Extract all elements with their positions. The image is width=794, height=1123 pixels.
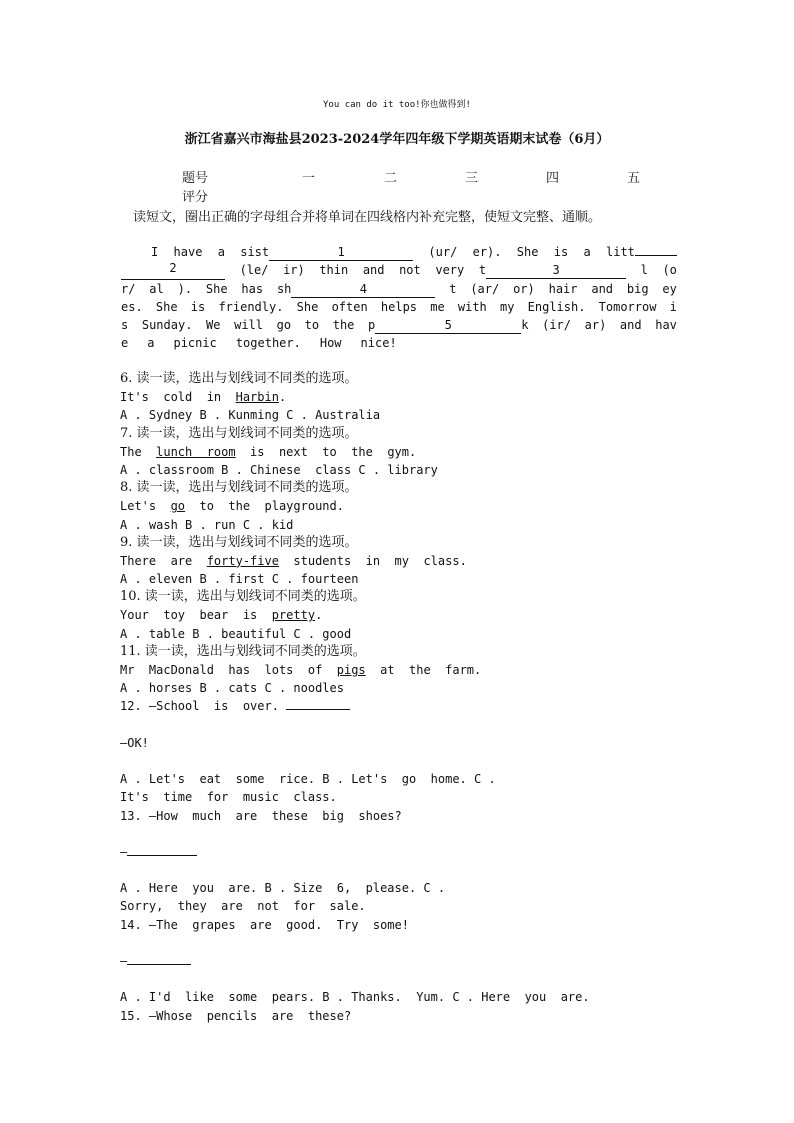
score-table-section-2: 二	[384, 171, 398, 186]
question-14-options[interactable]: A . I'd like some pears. B . Thanks. Yum. C . Here you are.	[120, 990, 590, 1005]
score-table-section-3: 三	[465, 171, 479, 186]
answer-blank[interactable]	[286, 697, 350, 710]
passage-line: r/ al ). She has sh 4 t (ar/ or) hair and big ey	[121, 281, 677, 296]
section-instruction: 读短文，圈出正确的字母组合并将单词在四线格内补充完整，使短文完整、通顺。	[133, 210, 602, 225]
underlined-word: Harbin	[235, 390, 279, 405]
question-8-options[interactable]: A . wash B . run C . kid	[120, 517, 294, 532]
question-9-options[interactable]: A . eleven B . first C . fourteen	[120, 572, 359, 587]
passage-line: e a picnic together. How nice!	[121, 336, 397, 351]
score-table-section-5: 五	[627, 171, 641, 186]
question-14-reply: —	[120, 952, 680, 970]
question-9-sentence: There are forty-five students in my class.	[120, 553, 467, 568]
question-14-line: 14. —The grapes are good. Try some!	[120, 917, 409, 932]
question-10-prompt: 10. 读一读，选出与划线词不同类的选项。	[120, 589, 366, 605]
question-11-options[interactable]: A . horses B . cats C . noodles	[120, 681, 344, 696]
question-8-sentence: Let's go to the playground.	[120, 499, 344, 514]
question-13-reply: —	[120, 843, 680, 861]
underlined-word: pretty	[271, 608, 316, 623]
underlined-word: lunch room	[156, 444, 236, 459]
blank-1[interactable]: 1	[269, 245, 413, 261]
score-table-label-number: 题号	[182, 171, 209, 186]
score-table-section-4: 四	[546, 171, 560, 186]
passage-line: s Sunday. We will go to the p 5 k (ir/ ar) and hav	[121, 318, 677, 333]
question-12-reply: —OK!	[120, 735, 149, 750]
page-title: 浙江省嘉兴市海盐县2023-2024学年四年级下学期英语期末试卷（6月）	[184, 132, 610, 147]
question-13-line: 13. —How much are these big shoes?	[120, 808, 402, 823]
question-6-sentence: It's cold in Harbin.	[120, 390, 287, 405]
passage-line: es. She is friendly. She often helps me with my English. Tomorrow i	[121, 299, 677, 314]
score-table-label-score: 评分	[182, 190, 209, 205]
passage-line: I have a sist 1 (ur/ er). She is a litt	[121, 243, 677, 261]
underlined-word: pigs	[336, 663, 366, 677]
question-7-sentence: The lunch room is next to the gym.	[120, 444, 417, 459]
answer-blank[interactable]	[127, 952, 191, 965]
blank-1-tail[interactable]	[635, 255, 677, 256]
question-9-prompt: 9. 读一读，选出与划线词不同类的选项。	[120, 534, 358, 550]
passage-line: 2 (le/ ir) thin and not very t 3 l (o	[121, 261, 677, 279]
header-note: You can do it too!你也做得到!	[323, 100, 471, 110]
underlined-word: forty-five	[206, 553, 279, 568]
blank-2[interactable]: 2	[121, 261, 225, 279]
blank-3[interactable]: 3	[486, 263, 626, 279]
question-12-options-cont[interactable]: It's time for music class.	[120, 790, 337, 805]
question-10-options[interactable]: A . table B . beautiful C . good	[120, 626, 352, 641]
question-list	[120, 370, 680, 1025]
question-15-line: 15. —Whose pencils are these?	[120, 1008, 352, 1023]
question-6-options[interactable]: A . Sydney B . Kunming C . Australia	[120, 408, 381, 423]
question-11-sentence: Mr MacDonald has lots of pigs at the farm.	[120, 663, 482, 677]
question-7-prompt: 7. 读一读，选出与划线词不同类的选项。	[120, 425, 358, 441]
score-table-section-1: 一	[302, 171, 316, 186]
blank-5[interactable]: 5	[375, 318, 521, 334]
question-8-prompt: 8. 读一读，选出与划线词不同类的选项。	[120, 480, 358, 496]
underlined-word: go	[170, 499, 186, 514]
blank-4[interactable]: 4	[291, 282, 435, 298]
question-12-options[interactable]: A . Let's eat some rice. B . Let's go home. C .	[120, 772, 496, 787]
question-6-prompt: 6. 读一读，选出与划线词不同类的选项。	[120, 371, 358, 386]
answer-blank[interactable]	[127, 843, 197, 856]
question-13-options[interactable]: A . Here you are. B . Size 6, please. C .	[120, 881, 446, 896]
question-10-sentence: Your toy bear is pretty.	[120, 608, 323, 623]
question-13-options-cont[interactable]: Sorry, they are not for sale.	[120, 899, 366, 914]
question-7-options[interactable]: A . classroom B . Chinese class C . library	[120, 462, 438, 477]
question-11-prompt: 11. 读一读，选出与划线词不同类的选项。	[120, 643, 366, 659]
question-12-line: 12. —School is over.	[120, 697, 680, 715]
reading-passage	[121, 243, 677, 353]
